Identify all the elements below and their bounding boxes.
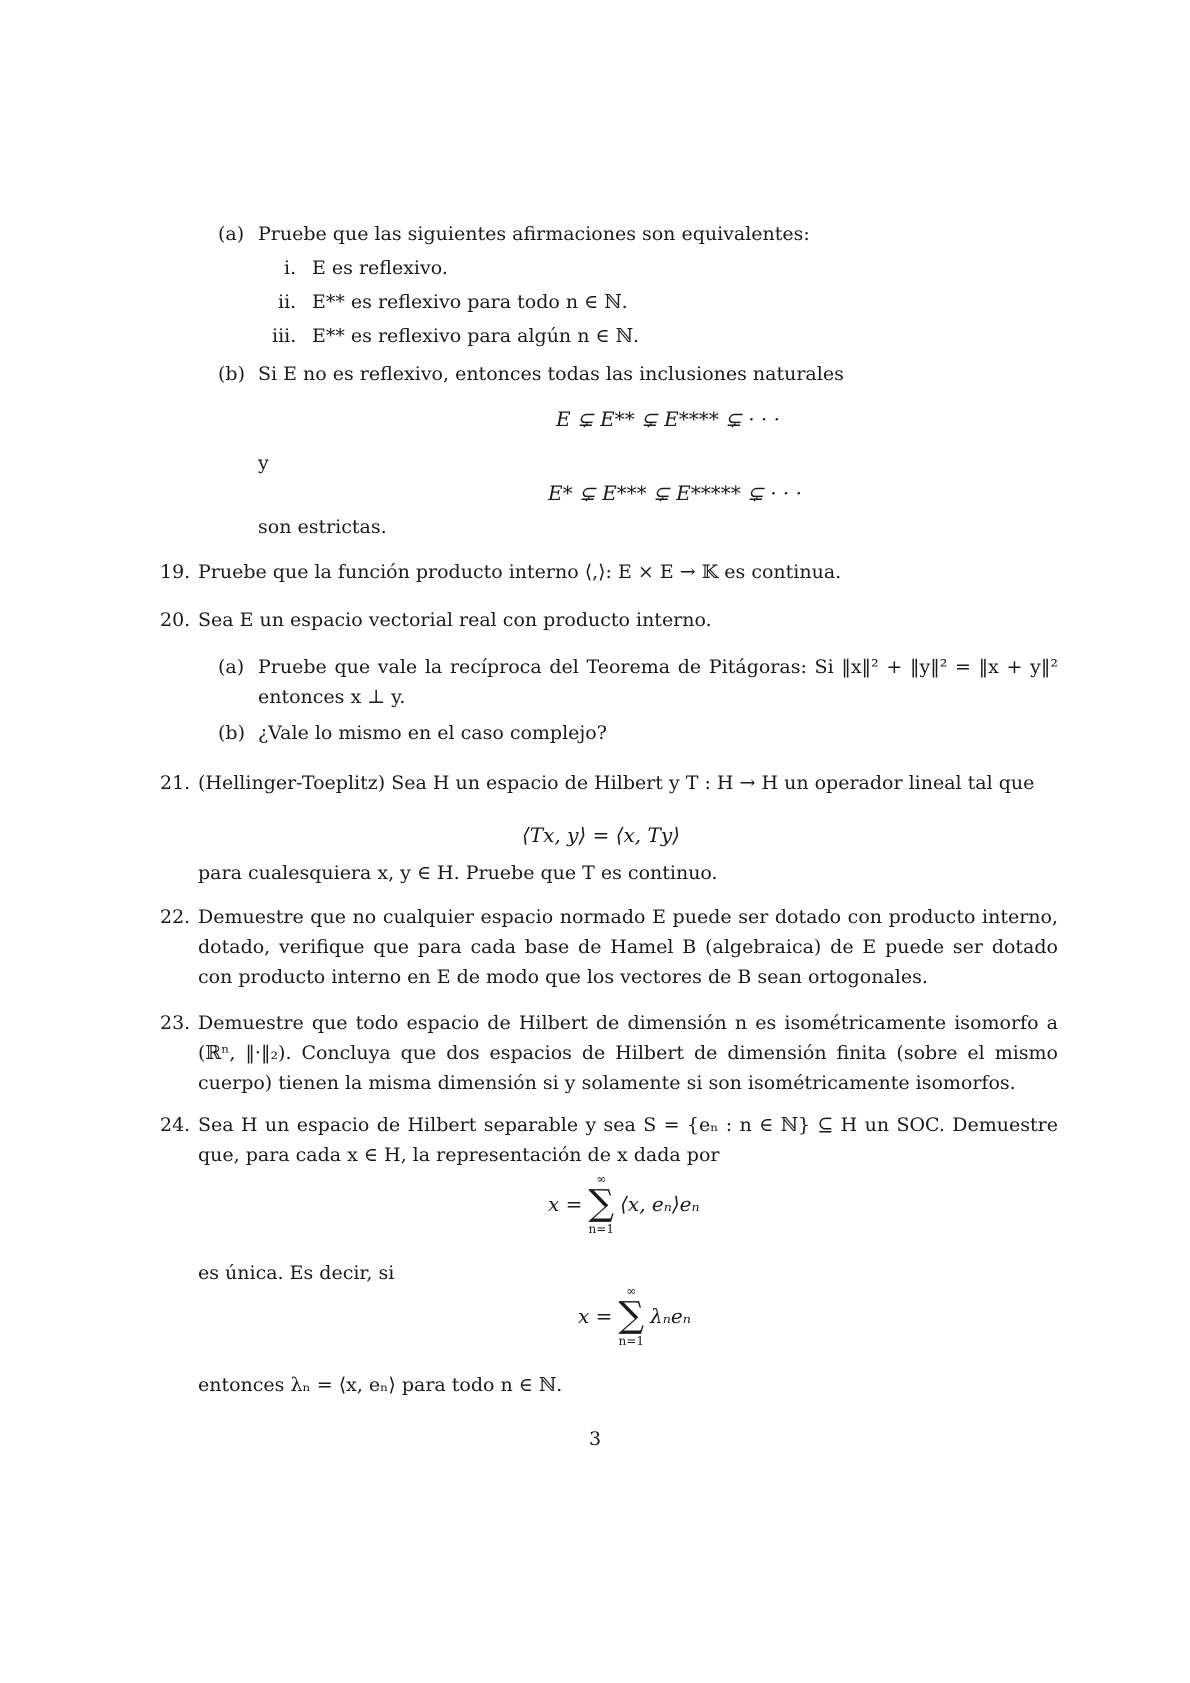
formula: E ⊊ E** ⊊ E**** ⊊ · · · (556, 407, 781, 431)
page-number: 3 (589, 1428, 602, 1450)
part-label: (a) (218, 656, 245, 678)
problem-number: 21. (160, 772, 191, 794)
problem-text: Sea E un espacio vectorial real con producto interno. (198, 609, 712, 631)
part-text: Pruebe que vale la recíproca del Teorema de Pitágoras: Si ‖x‖² + ‖y‖² = ‖x + y‖² entonces x ⊥ y. (258, 656, 1058, 708)
sum-symbol: ∞ ∑ n=1 (618, 1284, 645, 1348)
series-formula (548, 1172, 700, 1236)
formula-lhs: x = (548, 1192, 583, 1216)
sum-upper-limit: ∞ (596, 1172, 607, 1186)
part-text: ¿Vale lo mismo en el caso complejo? (258, 722, 607, 744)
problem-text: Demuestre que todo espacio de Hilbert de dimensión n es isométricamente isomorfo a (ℝⁿ, ‖·‖₂). Concluya que dos espacios de Hilbert de dimensión finita (sobre el mismo cuerpo) tienen la misma dimensión si y solamente si son isométricamente isomorfos. (198, 1012, 1058, 1094)
problem-text: Pruebe que la función producto interno ⟨,⟩: E × E → 𝕂 es continua. (198, 561, 842, 583)
problem-number: 22. (160, 906, 191, 928)
sum-symbol: ∞ ∑ n=1 (588, 1172, 615, 1236)
item-text: E es reflexivo. (312, 257, 448, 279)
problem-number: 20. (160, 609, 191, 631)
part-text: Pruebe que las siguientes afirmaciones son equivalentes: (258, 223, 810, 245)
part-label: (b) (218, 722, 245, 744)
formula-rhs: ⟨x, eₙ⟩eₙ (620, 1192, 700, 1216)
part-text: Si E no es reflexivo, entonces todas las inclusiones naturales (258, 363, 844, 385)
part-label: (a) (218, 223, 245, 245)
problem-number: 23. (160, 1012, 191, 1034)
formula: ⟨Tx, y⟩ = ⟨x, Ty⟩ (522, 823, 680, 847)
formula-rhs: λₙeₙ (650, 1304, 691, 1328)
problem-text: Sea H un espacio de Hilbert separable y sea S = {eₙ : n ∈ ℕ} ⊆ H un SOC. Demuestre que, para cada x ∈ H, la representación de x dada por (198, 1114, 1058, 1166)
connector-text: y (258, 452, 269, 474)
problem-text: (Hellinger-Toeplitz) Sea H un espacio de Hilbert y T : H → H un operador lineal tal que (198, 772, 1035, 794)
problem-text: Demuestre que no cualquier espacio normado E puede ser dotado con producto interno, dotado, verifique que para cada base de Hamel B (algebraica) de E puede ser dotado con producto interno en E de modo que los vectores de B sean ortogonales. (198, 906, 1058, 988)
formula: E* ⊊ E*** ⊊ E***** ⊊ · · · (548, 481, 803, 505)
problem-number: 24. (160, 1114, 191, 1136)
series-formula (578, 1284, 691, 1348)
problem-text-after: es única. Es decir, si (198, 1262, 395, 1284)
closing-text: son estrictas. (258, 516, 387, 538)
item-text: E** es reflexivo para todo n ∈ ℕ. (312, 291, 628, 313)
sum-lower-limit: n=1 (618, 1334, 644, 1348)
problem-number: 19. (160, 561, 191, 583)
item-text: E** es reflexivo para algún n ∈ ℕ. (312, 325, 639, 347)
problem-text-after: para cualesquiera x, y ∈ H. Pruebe que T es continuo. (198, 862, 718, 884)
item-label: i. (284, 257, 297, 279)
sum-upper-limit: ∞ (626, 1284, 637, 1298)
item-label: iii. (272, 325, 297, 347)
formula-lhs: x = (578, 1304, 613, 1328)
item-label: ii. (278, 291, 297, 313)
closing-text: entonces λₙ = ⟨x, eₙ⟩ para todo n ∈ ℕ. (198, 1374, 563, 1396)
sum-lower-limit: n=1 (588, 1222, 614, 1236)
part-label: (b) (218, 363, 245, 385)
